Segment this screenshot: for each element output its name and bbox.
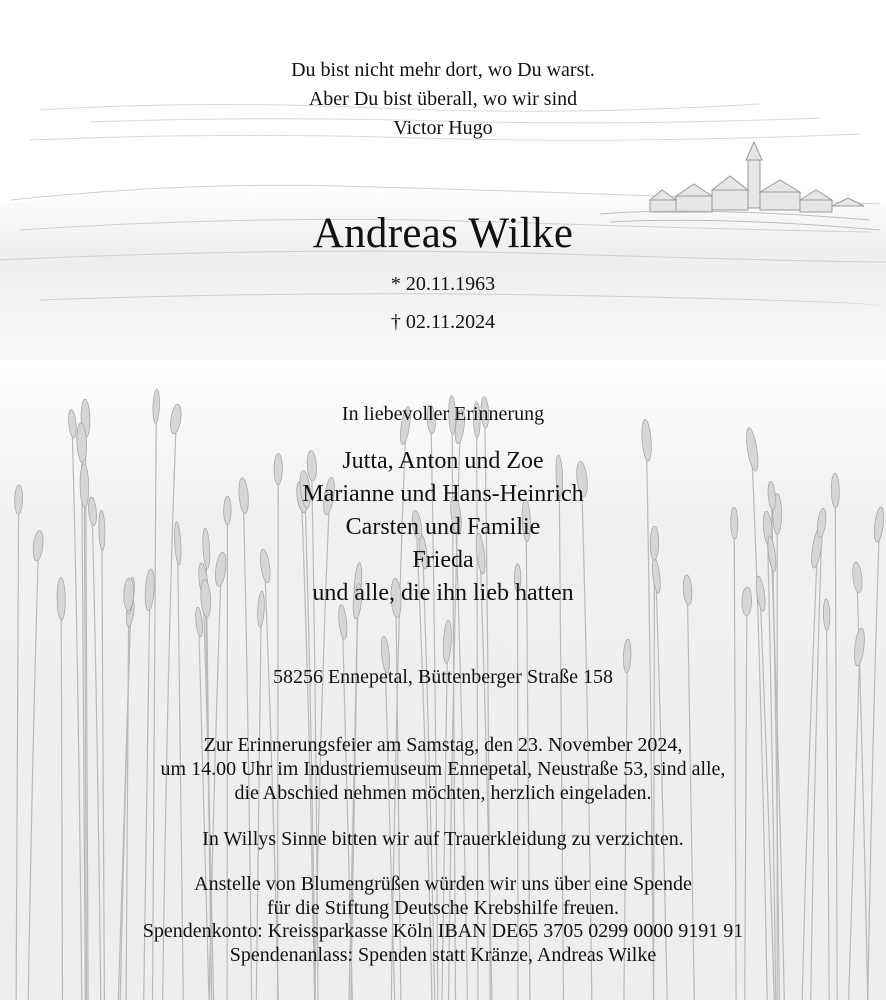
- ceremony-notice: [0, 733, 886, 805]
- ceremony-line: um 14.00 Uhr im Industriemuseum Ennepetal, Neustraße 53, sind alle,: [160, 758, 726, 780]
- birth-date: * 20.11.1963: [390, 273, 496, 295]
- mourners-intro: In liebevoller Erinnerung: [341, 403, 545, 425]
- donation-notice: [0, 873, 886, 967]
- donation-line: Anstelle von Blumengrüßen würden wir uns über eine Spende: [194, 873, 692, 895]
- quote-block: [0, 56, 886, 143]
- mourners-list: [0, 445, 886, 610]
- mourner-name: und alle, die ihn lieb hatten: [312, 580, 574, 606]
- donation-account: Spendenkonto: Kreissparkasse Köln IBAN DE65 3705 0299 0000 9191 91: [142, 920, 744, 942]
- mourner-name: Jutta, Anton und Zoe: [342, 448, 544, 474]
- ceremony-line: Zur Erinnerungsfeier am Samstag, den 23. November 2024,: [203, 734, 683, 756]
- village-sketch: [650, 142, 864, 212]
- death-date: † 02.11.2024: [390, 311, 496, 333]
- quote-line-2: Aber Du bist überall, wo wir sind: [308, 88, 578, 110]
- deceased-name: Andreas Wilke: [312, 210, 574, 257]
- donation-reason: Spendenanlass: Spenden statt Kränze, Andreas Wilke: [229, 943, 657, 966]
- mourner-name: Carsten und Familie: [345, 514, 541, 540]
- quote-author: Victor Hugo: [393, 117, 493, 139]
- clothing-note: In Willys Sinne bitten wir auf Trauerkleidung zu verzichten.: [202, 828, 684, 850]
- quote-line-1: Du bist nicht mehr dort, wo Du warst.: [291, 59, 595, 81]
- donation-line: für die Stiftung Deutsche Krebshilfe freuen.: [266, 896, 620, 919]
- mourner-name: Marianne und Hans-Heinrich: [302, 481, 584, 507]
- family-address: 58256 Ennepetal, Büttenberger Straße 158: [272, 666, 614, 688]
- ceremony-line: die Abschied nehmen möchten, herzlich eingeladen.: [234, 782, 652, 804]
- mourner-name: Frieda: [412, 547, 474, 573]
